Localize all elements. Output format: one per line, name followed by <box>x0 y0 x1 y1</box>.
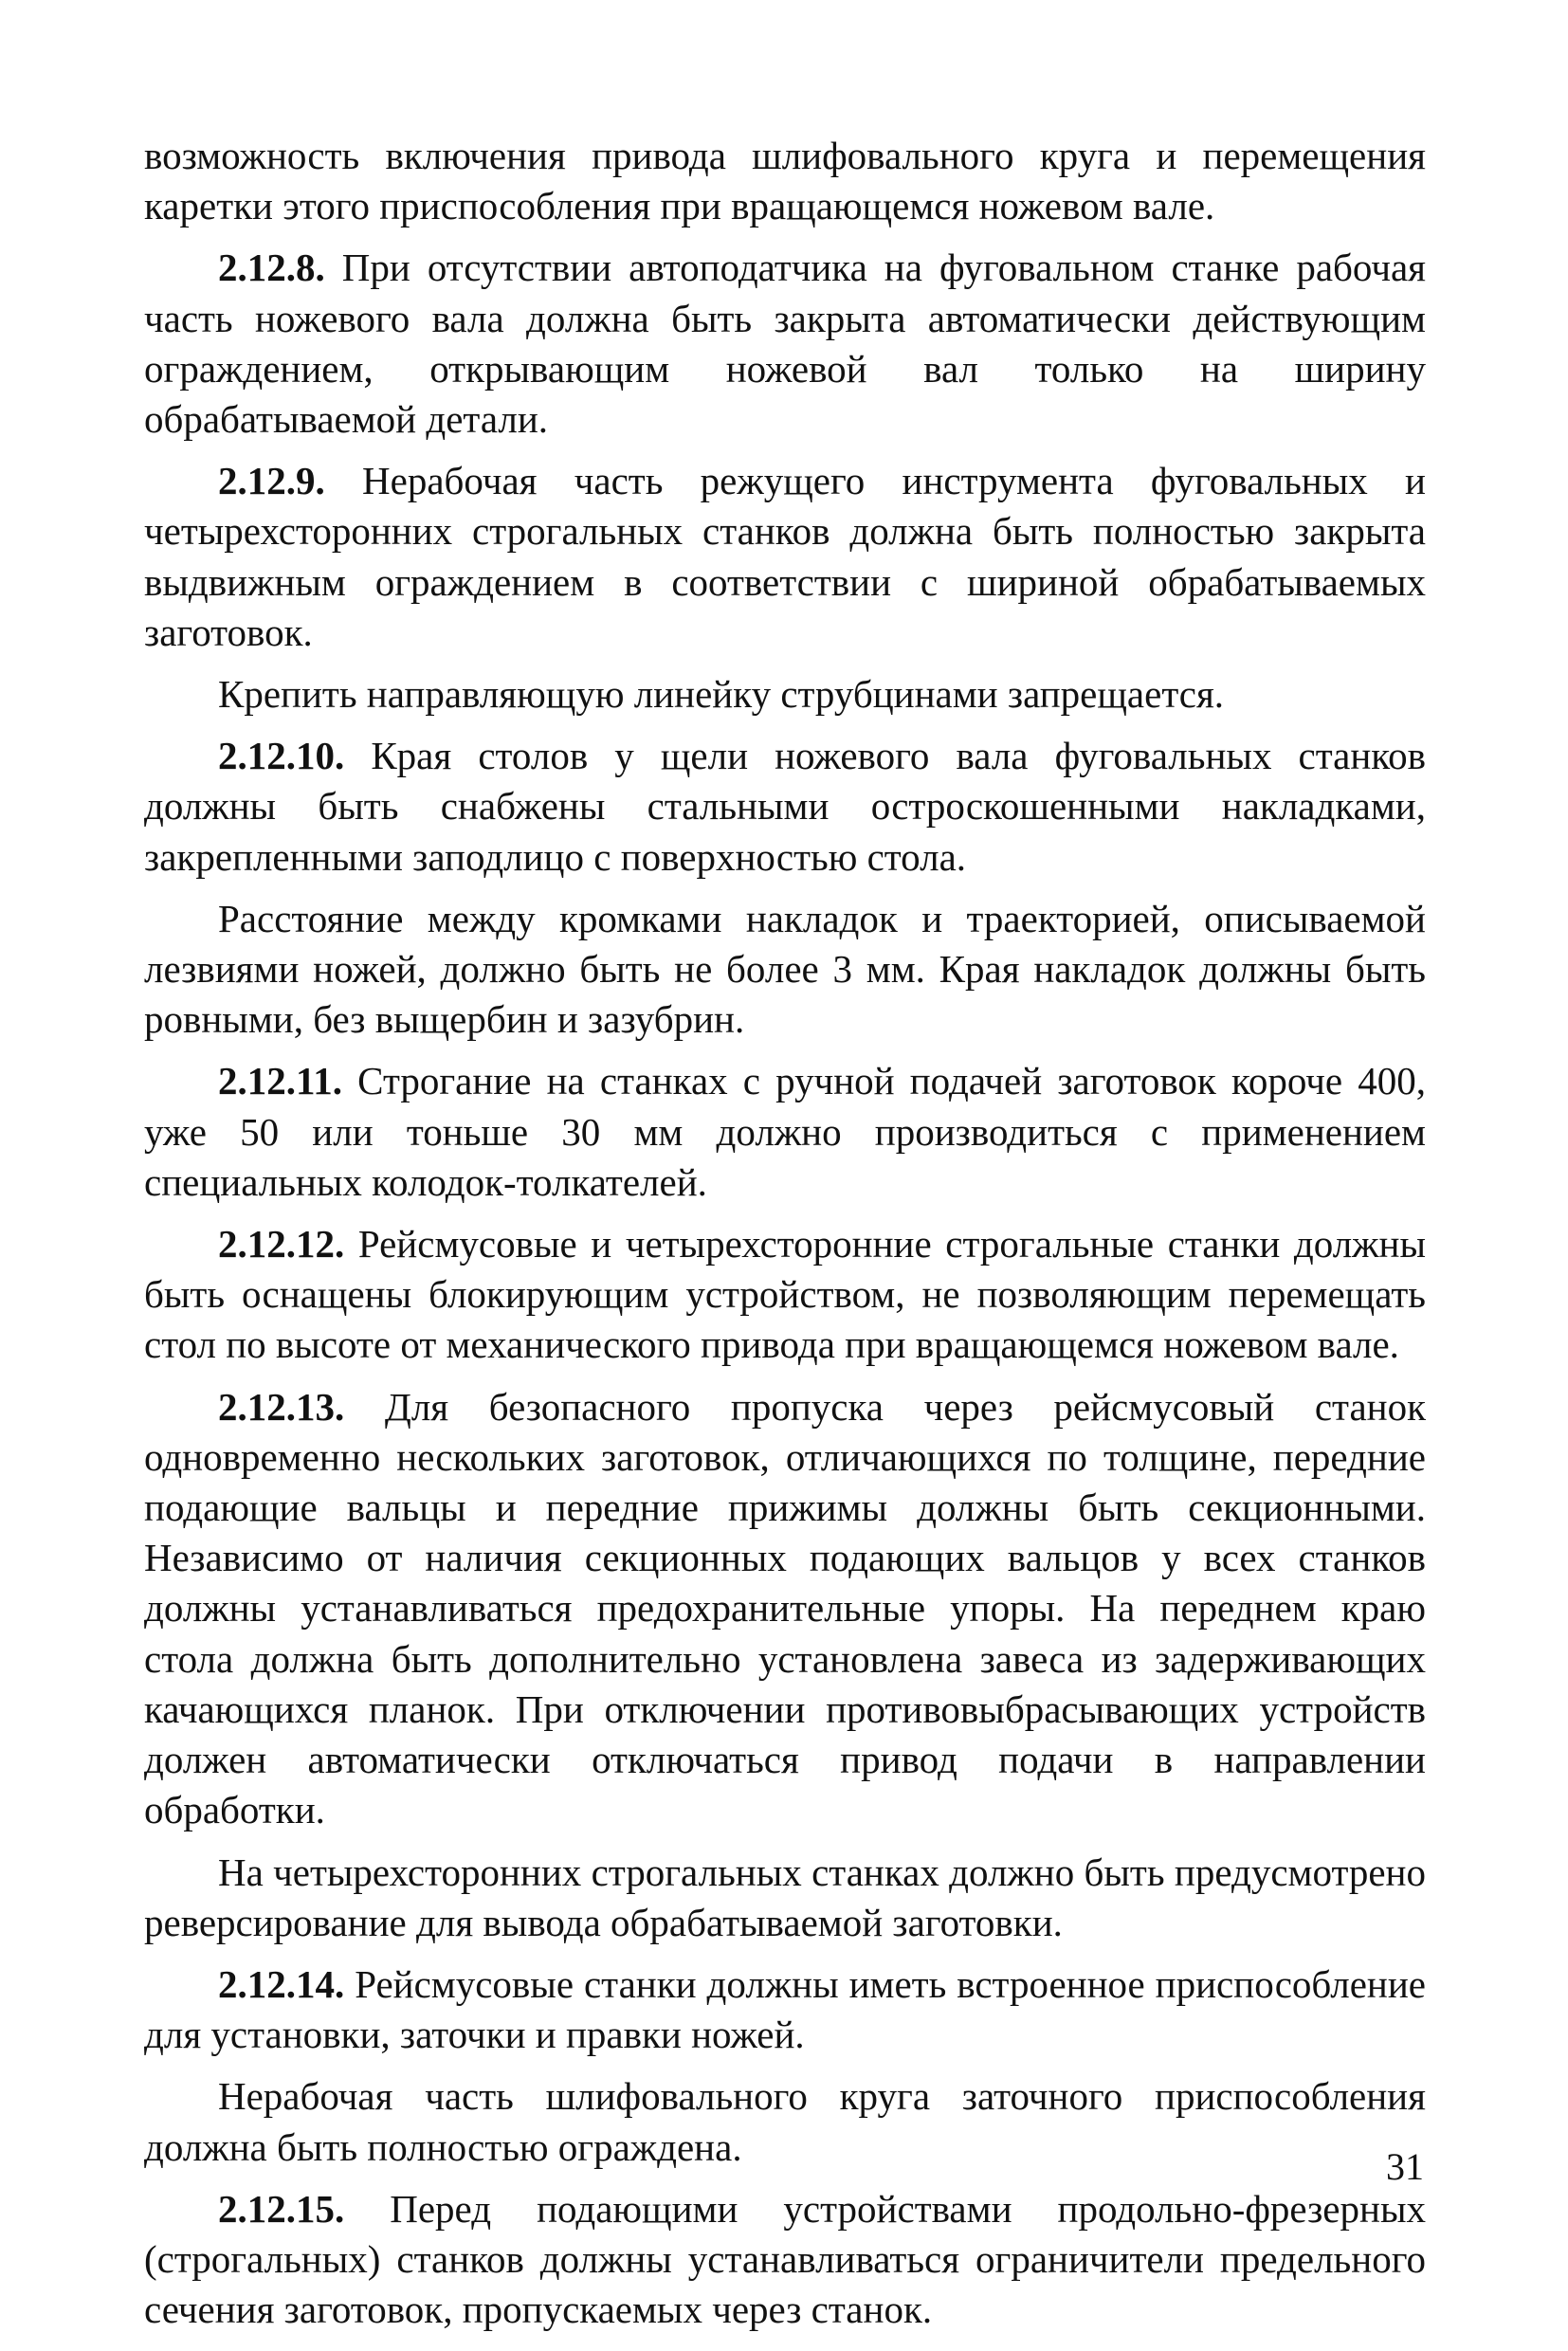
paragraph-text: Нерабочая часть режущего инструмента фуговальных и четырехсторонних строгальных станков должна быть полностью закрыта выдвижным ограждением в соответствии с шириной обрабатываемых заготовок. <box>144 459 1426 654</box>
paragraph-text: Рейсмусовые станки должны иметь встроенное приспособление для установки, заточки и правки ножей. <box>144 1961 1426 2057</box>
paragraph-text: Строгание на станках с ручной подачей заготовок короче 400, уже 50 или тоньше 30 мм должно производиться с применением специальных колодок-толкателей. <box>144 1059 1426 1204</box>
paragraph-text: Расстояние между кромками накладок и траекторией, описываемой лезвиями ножей, должно быть не более 3 мм. Края накладок должны быть ровными, без выщербин и зазубрин. <box>144 896 1426 1042</box>
paragraph-2-12-11 <box>144 1056 1426 1208</box>
clause-number: 2.12.14. <box>218 1961 345 2006</box>
paragraph-2-12-12 <box>144 1219 1426 1371</box>
paragraph-2-12-15 <box>144 2184 1426 2336</box>
clause-number: 2.12.9. <box>218 459 325 503</box>
paragraph-text: Края столов у щели ножевого вала фуговальных станков должны быть снабжены стальными остроскошенными накладками, закрепленными заподлицо с поверхностью стола. <box>144 734 1426 879</box>
paragraph-text: Рейсмусовые и четырехсторонние строгальные станки должны быть оснащены блокирующим устройством, не позволяющим перемещать стол по высоте от механического привода при вращающемся ножевом вале. <box>144 1222 1426 1367</box>
clause-number: 2.12.10. <box>218 734 345 778</box>
paragraph-grinding-wheel-guard <box>144 2071 1426 2172</box>
clause-number: 2.12.15. <box>218 2186 345 2231</box>
paragraph-2-12-13 <box>144 1382 1426 1836</box>
paragraph-edge-distance <box>144 894 1426 1046</box>
clause-number: 2.12.12. <box>218 1222 345 1267</box>
clause-number: 2.12.11. <box>218 1059 342 1103</box>
body-text <box>144 131 1426 2335</box>
paragraph-2-12-14 <box>144 1959 1426 2060</box>
paragraph-continuation <box>144 131 1426 231</box>
paragraph-reversing <box>144 1848 1426 1948</box>
paragraph-clamp-prohibition <box>144 669 1426 720</box>
page-number: 31 <box>1386 2145 1424 2188</box>
clause-number: 2.12.8. <box>218 246 325 290</box>
paragraph-2-12-9 <box>144 456 1426 658</box>
paragraph-text: Для безопасного пропуска через рейсмусовый станок одновременно нескольких заготовок, отличающихся по толщине, передние подающие вальцы и передние прижимы должны быть секционными. Независимо от наличия секционных подающих вальцов у всех станков должны устанавливаться предохранительные упоры. На переднем краю стола должна быть дополнительно установлена завеса из задерживающих качающихся планок. При отключении противовыбрасывающих устройств должен автоматически отключаться привод подачи в направлении обработки. <box>144 1384 1426 1832</box>
paragraph-text: Крепить направляющую линейку струбцинами запрещается. <box>218 672 1225 717</box>
paragraph-text: возможность включения привода шлифовального круга и перемещения каретки этого приспособления при вращающемся ножевом вале. <box>144 134 1426 228</box>
paragraph-text: При отсутствии автоподатчика на фуговальном станке рабочая часть ножевого вала должна быть закрыта автоматически действующим ограждением, открывающим ножевой вал только на ширину обрабатываемой детали. <box>144 246 1426 442</box>
paragraph-text: На четырехсторонних строгальных станках должно быть предусмотрено реверсирование для вывода обрабатываемой заготовки. <box>144 1850 1426 1944</box>
paragraph-text: Перед подающими устройствами продольно-фрезерных (строгальных) станков должны устанавливаться ограничители предельного сечения заготовок, пропускаемых через станок. <box>144 2186 1426 2332</box>
paragraph-text: Нерабочая часть шлифовального круга заточного приспособления должна быть полностью ограждена. <box>144 2074 1426 2169</box>
paragraph-2-12-10 <box>144 731 1426 883</box>
clause-number: 2.12.13. <box>218 1384 345 1429</box>
paragraph-2-12-8 <box>144 243 1426 445</box>
